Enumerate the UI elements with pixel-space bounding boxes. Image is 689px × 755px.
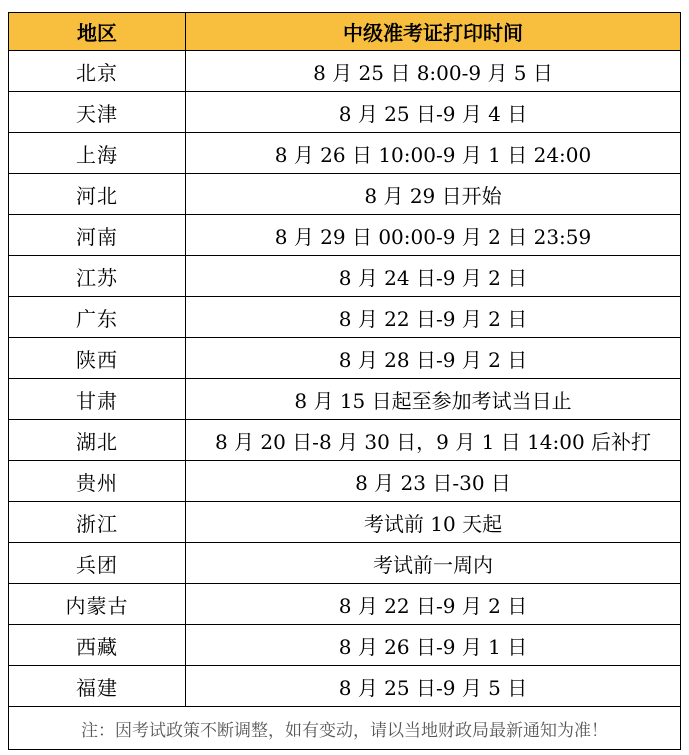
time-cell: 8 月 15 日起至参加考试当日止	[186, 379, 681, 420]
table-row	[9, 379, 681, 420]
table-row	[9, 461, 681, 502]
header-print-time: 中级准考证打印时间	[186, 13, 681, 51]
region-cell: 天津	[9, 92, 186, 133]
region-cell: 河南	[9, 215, 186, 256]
table-row	[9, 256, 681, 297]
time-cell: 考试前一周内	[186, 543, 681, 584]
time-cell: 8 月 25 日 8:00-9 月 5 日	[186, 51, 681, 92]
time-cell: 8 月 28 日-9 月 2 日	[186, 338, 681, 379]
region-cell: 北京	[9, 51, 186, 92]
table-row	[9, 420, 681, 461]
time-cell: 8 月 29 日 00:00-9 月 2 日 23:59	[186, 215, 681, 256]
table-footer	[9, 707, 681, 750]
table-body	[9, 51, 681, 707]
footnote-row	[9, 707, 681, 750]
table-row	[9, 338, 681, 379]
table-row	[9, 297, 681, 338]
exam-ticket-table-container	[8, 12, 680, 750]
header-region: 地区	[9, 13, 186, 51]
time-cell: 8 月 24 日-9 月 2 日	[186, 256, 681, 297]
time-cell: 8 月 22 日-9 月 2 日	[186, 297, 681, 338]
time-cell: 8 月 25 日-9 月 5 日	[186, 666, 681, 707]
table-row	[9, 133, 681, 174]
region-cell: 河北	[9, 174, 186, 215]
time-cell: 8 月 29 日开始	[186, 174, 681, 215]
table-row	[9, 625, 681, 666]
table-row	[9, 666, 681, 707]
time-cell: 8 月 20 日-8 月 30 日，9 月 1 日 14:00 后补打	[186, 420, 681, 461]
region-cell: 江苏	[9, 256, 186, 297]
time-cell: 8 月 26 日-9 月 1 日	[186, 625, 681, 666]
header-row	[9, 13, 681, 51]
time-cell: 8 月 22 日-9 月 2 日	[186, 584, 681, 625]
table-row	[9, 502, 681, 543]
footnote-text: 注：因考试政策不断调整，如有变动，请以当地财政局最新通知为准！	[9, 707, 681, 750]
table-row	[9, 543, 681, 584]
time-cell: 考试前 10 天起	[186, 502, 681, 543]
region-cell: 贵州	[9, 461, 186, 502]
time-cell: 8 月 23 日-30 日	[186, 461, 681, 502]
exam-ticket-print-table	[8, 12, 681, 750]
table-row	[9, 215, 681, 256]
region-cell: 陕西	[9, 338, 186, 379]
time-cell: 8 月 25 日-9 月 4 日	[186, 92, 681, 133]
table-row	[9, 92, 681, 133]
time-cell: 8 月 26 日 10:00-9 月 1 日 24:00	[186, 133, 681, 174]
region-cell: 西藏	[9, 625, 186, 666]
region-cell: 内蒙古	[9, 584, 186, 625]
table-header	[9, 13, 681, 51]
table-row	[9, 584, 681, 625]
region-cell: 湖北	[9, 420, 186, 461]
table-row	[9, 51, 681, 92]
region-cell: 兵团	[9, 543, 186, 584]
table-row	[9, 174, 681, 215]
region-cell: 上海	[9, 133, 186, 174]
region-cell: 广东	[9, 297, 186, 338]
region-cell: 甘肃	[9, 379, 186, 420]
region-cell: 福建	[9, 666, 186, 707]
region-cell: 浙江	[9, 502, 186, 543]
